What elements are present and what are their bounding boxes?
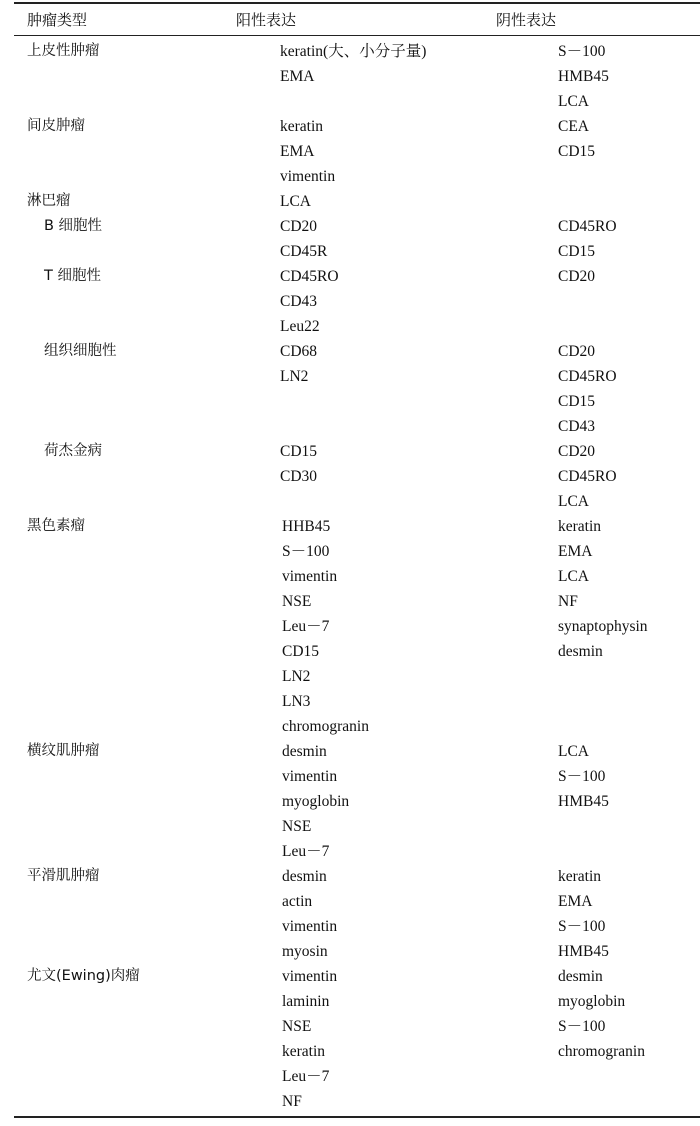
- positive-marker-cell: NSE: [282, 818, 312, 835]
- table-row: [0, 940, 700, 965]
- table-row: [0, 65, 700, 90]
- negative-marker-cell: [542, 165, 700, 190]
- negative-marker-cell: CD20: [558, 268, 596, 285]
- table-row: [0, 390, 700, 415]
- negative-marker-cell: [542, 1090, 700, 1115]
- tumor-type-cell: [0, 790, 264, 815]
- positive-marker-cell: LN2: [282, 668, 311, 685]
- tumor-type-cell: [0, 415, 264, 440]
- table-row: [0, 490, 700, 515]
- negative-marker-cell: chromogranin: [558, 1043, 645, 1060]
- tumor-type-cell: [0, 1015, 264, 1040]
- table-row: [0, 215, 700, 240]
- table-row: [0, 1040, 700, 1065]
- negative-marker-cell: CD20: [558, 343, 596, 360]
- positive-marker-cell: CD15: [282, 643, 320, 660]
- table-row: [0, 1065, 700, 1090]
- header-positive-expression: 阳性表达: [236, 11, 297, 29]
- tumor-type-cell: 黑色素瘤: [27, 518, 85, 534]
- table-row: [0, 340, 700, 365]
- table-row: [0, 865, 700, 890]
- positive-marker-cell: actin: [282, 893, 313, 910]
- tumor-type-cell: [0, 840, 264, 865]
- positive-marker-cell: CD45R: [280, 243, 328, 260]
- tumor-type-cell: [0, 315, 264, 340]
- tumor-type-cell: 上皮性肿瘤: [27, 43, 100, 59]
- negative-marker-cell: desmin: [558, 643, 603, 660]
- negative-marker-cell: HMB45: [558, 793, 609, 810]
- positive-marker-cell: EMA: [280, 68, 315, 85]
- negative-marker-cell: NF: [558, 593, 578, 610]
- negative-marker-cell: CD43: [558, 418, 596, 435]
- positive-marker-cell: HHB45: [282, 518, 331, 535]
- table-row: [0, 715, 700, 740]
- table-row: [0, 815, 700, 840]
- positive-marker-cell: S－100: [282, 543, 330, 560]
- tumor-type-cell: 尤文(Ewing)肉瘤: [27, 968, 140, 984]
- header-negative-expression: 阴性表达: [496, 11, 557, 29]
- negative-marker-cell: CD15: [558, 393, 596, 410]
- table-row: [0, 140, 700, 165]
- table-row: [0, 190, 700, 215]
- table-top-rule: [14, 2, 700, 4]
- negative-marker-cell: [542, 1065, 700, 1090]
- negative-marker-cell: [542, 190, 700, 215]
- table-row: [0, 990, 700, 1015]
- positive-marker-cell: Leu－7: [282, 618, 330, 635]
- table-row: [0, 840, 700, 865]
- table-body: [0, 40, 700, 1115]
- tumor-type-cell: [0, 565, 264, 590]
- tumor-type-cell: [0, 640, 264, 665]
- tumor-type-cell: T 细胞性: [44, 268, 101, 284]
- table-row: [0, 590, 700, 615]
- negative-marker-cell: synaptophysin: [558, 618, 648, 635]
- negative-marker-cell: CD45RO: [558, 368, 617, 385]
- table-row: [0, 365, 700, 390]
- table-row: [0, 465, 700, 490]
- table-row: [0, 315, 700, 340]
- positive-marker-cell: LCA: [280, 193, 311, 210]
- table-row: [0, 440, 700, 465]
- negative-marker-cell: CEA: [558, 118, 589, 135]
- positive-marker-cell: vimentin: [282, 968, 338, 985]
- positive-marker-cell: myoglobin: [282, 793, 350, 810]
- tumor-type-cell: 间皮肿瘤: [27, 118, 85, 134]
- table-row: [0, 40, 700, 65]
- tumor-type-cell: 组织细胞性: [44, 343, 117, 359]
- positive-marker-cell: myosin: [282, 943, 328, 960]
- tumor-type-cell: [0, 765, 264, 790]
- negative-marker-cell: LCA: [558, 493, 589, 510]
- table-row: [0, 1015, 700, 1040]
- tumor-type-cell: [0, 365, 264, 390]
- table-row: [0, 1090, 700, 1115]
- table-row: [0, 115, 700, 140]
- tumor-type-cell: [0, 590, 264, 615]
- negative-marker-cell: myoglobin: [558, 993, 626, 1010]
- positive-marker-cell: NF: [282, 1093, 302, 1110]
- negative-marker-cell: EMA: [558, 893, 593, 910]
- positive-marker-cell: LN2: [280, 368, 309, 385]
- positive-marker-cell: keratin: [282, 1043, 326, 1060]
- positive-marker-cell: vimentin: [280, 168, 336, 185]
- positive-marker-cell: CD43: [280, 293, 318, 310]
- table-row: [0, 790, 700, 815]
- positive-marker-cell: [264, 390, 542, 415]
- negative-marker-cell: LCA: [558, 568, 589, 585]
- negative-marker-cell: [542, 840, 700, 865]
- negative-marker-cell: desmin: [558, 968, 603, 985]
- table-row: [0, 240, 700, 265]
- tumor-type-cell: B 细胞性: [44, 218, 103, 234]
- positive-marker-cell: CD68: [280, 343, 318, 360]
- negative-marker-cell: S－100: [558, 1018, 606, 1035]
- negative-marker-cell: [542, 715, 700, 740]
- tumor-type-cell: [0, 165, 264, 190]
- tumor-type-cell: [0, 490, 264, 515]
- negative-marker-cell: S－100: [558, 918, 606, 935]
- negative-marker-cell: [542, 690, 700, 715]
- positive-marker-cell: Leu－7: [282, 1068, 330, 1085]
- tumor-type-cell: [0, 140, 264, 165]
- table-row: [0, 290, 700, 315]
- table-bottom-rule: [14, 1116, 700, 1118]
- positive-marker-cell: chromogranin: [282, 718, 369, 735]
- tumor-type-cell: [0, 390, 264, 415]
- positive-marker-cell: vimentin: [282, 568, 338, 585]
- table-row: [0, 415, 700, 440]
- table-row: [0, 515, 700, 540]
- tumor-type-cell: 平滑肌肿瘤: [27, 868, 100, 884]
- positive-marker-cell: Leu22: [280, 318, 320, 335]
- negative-marker-cell: [542, 315, 700, 340]
- positive-marker-cell: EMA: [280, 143, 315, 160]
- positive-marker-cell: LN3: [282, 693, 311, 710]
- table-row: [0, 640, 700, 665]
- positive-marker-cell: desmin: [282, 743, 327, 760]
- positive-marker-cell: laminin: [282, 993, 330, 1010]
- tumor-type-cell: 横纹肌肿瘤: [27, 743, 100, 759]
- negative-marker-cell: CD45RO: [558, 468, 617, 485]
- table-row: [0, 765, 700, 790]
- positive-marker-cell: CD20: [280, 218, 318, 235]
- table-row: [0, 890, 700, 915]
- positive-marker-cell: [264, 490, 542, 515]
- tumor-type-cell: [0, 665, 264, 690]
- header-divider-rule: [14, 35, 700, 36]
- negative-marker-cell: LCA: [558, 93, 589, 110]
- negative-marker-cell: LCA: [558, 743, 589, 760]
- negative-marker-cell: HMB45: [558, 943, 609, 960]
- tumor-type-cell: [0, 690, 264, 715]
- negative-marker-cell: HMB45: [558, 68, 609, 85]
- negative-marker-cell: CD45RO: [558, 218, 617, 235]
- positive-marker-cell: NSE: [282, 593, 312, 610]
- negative-marker-cell: EMA: [558, 543, 593, 560]
- tumor-type-cell: [0, 990, 264, 1015]
- negative-marker-cell: S－100: [558, 43, 606, 60]
- tumor-type-cell: [0, 90, 264, 115]
- negative-marker-cell: CD15: [558, 143, 596, 160]
- tumor-type-cell: [0, 1065, 264, 1090]
- table-row: [0, 90, 700, 115]
- negative-marker-cell: [542, 815, 700, 840]
- positive-marker-cell: Leu－7: [282, 843, 330, 860]
- positive-marker-cell: [264, 415, 542, 440]
- table-row: [0, 165, 700, 190]
- positive-marker-cell: vimentin: [282, 768, 338, 785]
- table-rows: [0, 40, 700, 1115]
- table-row: [0, 540, 700, 565]
- tumor-type-cell: [0, 940, 264, 965]
- tumor-type-cell: [0, 915, 264, 940]
- table-row: [0, 740, 700, 765]
- tumor-type-cell: [0, 465, 264, 490]
- positive-marker-cell: CD15: [280, 443, 318, 460]
- positive-marker-cell: keratin: [280, 118, 324, 135]
- tumor-type-cell: 荷杰金病: [44, 443, 102, 459]
- negative-marker-cell: S－100: [558, 768, 606, 785]
- positive-marker-cell: vimentin: [282, 918, 338, 935]
- table-row: [0, 565, 700, 590]
- table-row: [0, 915, 700, 940]
- tumor-type-cell: [0, 290, 264, 315]
- tumor-type-cell: [0, 240, 264, 265]
- tumor-type-cell: [0, 615, 264, 640]
- table-row: [0, 265, 700, 290]
- positive-marker-cell: CD45RO: [280, 268, 339, 285]
- negative-marker-cell: [542, 290, 700, 315]
- table-row: [0, 690, 700, 715]
- tumor-type-cell: [0, 1090, 264, 1115]
- negative-marker-cell: CD20: [558, 443, 596, 460]
- table-row: [0, 965, 700, 990]
- header-tumor-type: 肿瘤类型: [27, 11, 88, 29]
- tumor-type-cell: [0, 1040, 264, 1065]
- tumor-type-cell: [0, 890, 264, 915]
- tumor-type-cell: [0, 715, 264, 740]
- tumor-type-cell: 淋巴瘤: [27, 193, 71, 209]
- negative-marker-cell: CD15: [558, 243, 596, 260]
- positive-marker-cell: desmin: [282, 868, 327, 885]
- negative-marker-cell: keratin: [558, 868, 602, 885]
- positive-marker-cell: keratin(大、小分子量): [280, 43, 427, 60]
- negative-marker-cell: keratin: [558, 518, 602, 535]
- tumor-type-cell: [0, 65, 264, 90]
- positive-marker-cell: [264, 90, 542, 115]
- tumor-type-cell: [0, 815, 264, 840]
- negative-marker-cell: [542, 665, 700, 690]
- table-row: [0, 615, 700, 640]
- positive-marker-cell: NSE: [282, 1018, 312, 1035]
- tumor-type-cell: [0, 540, 264, 565]
- positive-marker-cell: CD30: [280, 468, 318, 485]
- table-row: [0, 665, 700, 690]
